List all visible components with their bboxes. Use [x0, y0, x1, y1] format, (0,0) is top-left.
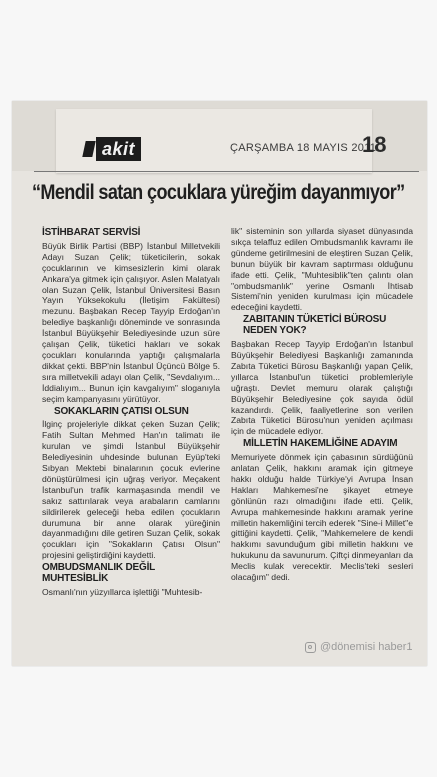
paragraph: Memuriyete dönmek için çabasının sürdüğünü anlatan Çelik, hakkını aramak için gitmeye hakkı olduğu halde Türkiye'yi Avrupa İnsan Hakları Mahkemesi'ne şikayet etmeye gönlünün razı olmadığını ifade etti. Çelik, Avrupa mahkemesinde hakkını aramak yerine milletin hakemliğini tercih ederek "Sine-i Millet"e gittiğini kaydetti. Çelik, "Mahkemelere de kendi hakkımı savunduğum gibi milletin hakkını ve hukukunu da savunurum. Çiftçi dinmeyanları da Meclis kulak verecektir. Meclis'teki sesleri olacağım" dedi.: [231, 452, 413, 583]
newspaper-logo: [84, 136, 170, 162]
article-headline: “Mendil satan çocuklara yüreğim dayanmıyor”: [32, 181, 405, 204]
subheading: MİLLETİN HAKEMLİĞİNE ADAYIM: [243, 438, 398, 450]
article-column-right: [231, 226, 413, 584]
page-number: 18: [362, 132, 387, 157]
watermark-handle: @dönemisi haber1: [320, 641, 413, 653]
paragraph: lik" sisteminin son yıllarda siyaset dünyasında sıkça telaffuz edilen Ombudsmanlık kavramı ile gündeme getirilmesini de eleştiren Suzan Çelik, bunun büyük bir kavram saptırması olduğunu ifade etti. Çelik, "Muhtesiblik"ten çalıntı olan "ombudsmanlık" yerine Osmanlı İhtisab Sistemi'nin yeniden kurulması için mücadele edeceğini kaydetti.: [231, 226, 413, 313]
subheading: OMBUDSMANLIK DEĞİL MUHTESİBLİK: [42, 562, 155, 585]
instagram-icon: [305, 642, 316, 653]
paragraph: Büyük Birlik Partisi (BBP) İstanbul Milletvekili Adayı Suzan Çelik; tüketicilerin, sokak çocuklarının ve kimsesizlerin kimi olarak Ankara'ya gitmek için çalışıyor. Aslen Malatyalı olan Suzan Çelik, İstanbul Üniversitesi Basın Yayın Yüksekokulu (İletişim Fakültesi) mezunu. Başbakan Recep Tayyip Erdoğan'ın belediye başkanlığı döneminde ve sonrasında İstanbul Büyükşehir Belediyesinde uzun süre çalışan Çelik, tüketici hakları ve sokak çocukları konularında yaptığı çalışmalarla dikkat çekti. BBP'nin İstanbul Üçüncü Bölge 5. sıra milletvekili adayı olan Çelik, "Sevdalıyım... İddialıyım... Bunun için kavgalıyım" sloganıyla seçim kampanyasını yürütüyor.: [42, 240, 220, 404]
paragraph: Osmanlı'nın yüzyıllarca işlettiği "Muhtesib-: [42, 587, 203, 597]
logo-text: akit: [96, 137, 141, 161]
byline: İSTİHBARAT SERVİSİ: [42, 227, 141, 238]
header-rule: [34, 171, 419, 172]
issue-date: ÇARŞAMBA 18 MAYIS 2011: [230, 142, 377, 154]
logo-mark-icon: [82, 141, 95, 157]
paragraph: İlginç projeleriyle dikkat çeken Suzan Çelik; Fatih Sultan Mehmed Han'ın talimatı ile kurulan ve şimdi İstanbul Büyükşehir Belediyesinin uhdesinde bulunan Eyüp'teki Sıbyan Mektebi binalarının çocuk evlerine dönüştürülmesi için uğraş veriyor. Meçakent İstanbul'un trafik karmaşasında mendil ve sakız sattırılarak veya arabaların camlarını sildirilerek geleceği heba edilen çocukların durumuna bir anne olarak yüreğinin dayanmadığını dile getiren Suzan Çelik, sokak çocukları için "Sokakların Çatısı Olsun" projesini geliştirdiğini kaydetti.: [42, 419, 220, 561]
article-column-left: [42, 226, 220, 599]
paragraph: Başbakan Recep Tayyip Erdoğan'ın İstanbul Büyükşehir Belediyesi Başkanlığı zamanında Zabıta Tüketici Bürosu Başkanlığı yapan Çelik, yıllarca İstanbul'un tüketici problemleriyle uğraştı. Devlet memuru olarak çalıştığı Büyükşehir Belediyesine çok sayıda ödül kazandırdı. Çelik, faaliyetlerine son verilen Zabıta Tüketici Bürosu'nun yeniden açılması için de mücadele ediyor.: [231, 339, 413, 437]
newspaper-clipping: [12, 101, 427, 666]
subheading: ZABITANIN TÜKETİCİ BÜROSU NEDEN YOK?: [243, 314, 387, 337]
subheading: SOKAKLARIN ÇATISI OLSUN: [54, 405, 189, 417]
watermark: [305, 641, 413, 653]
